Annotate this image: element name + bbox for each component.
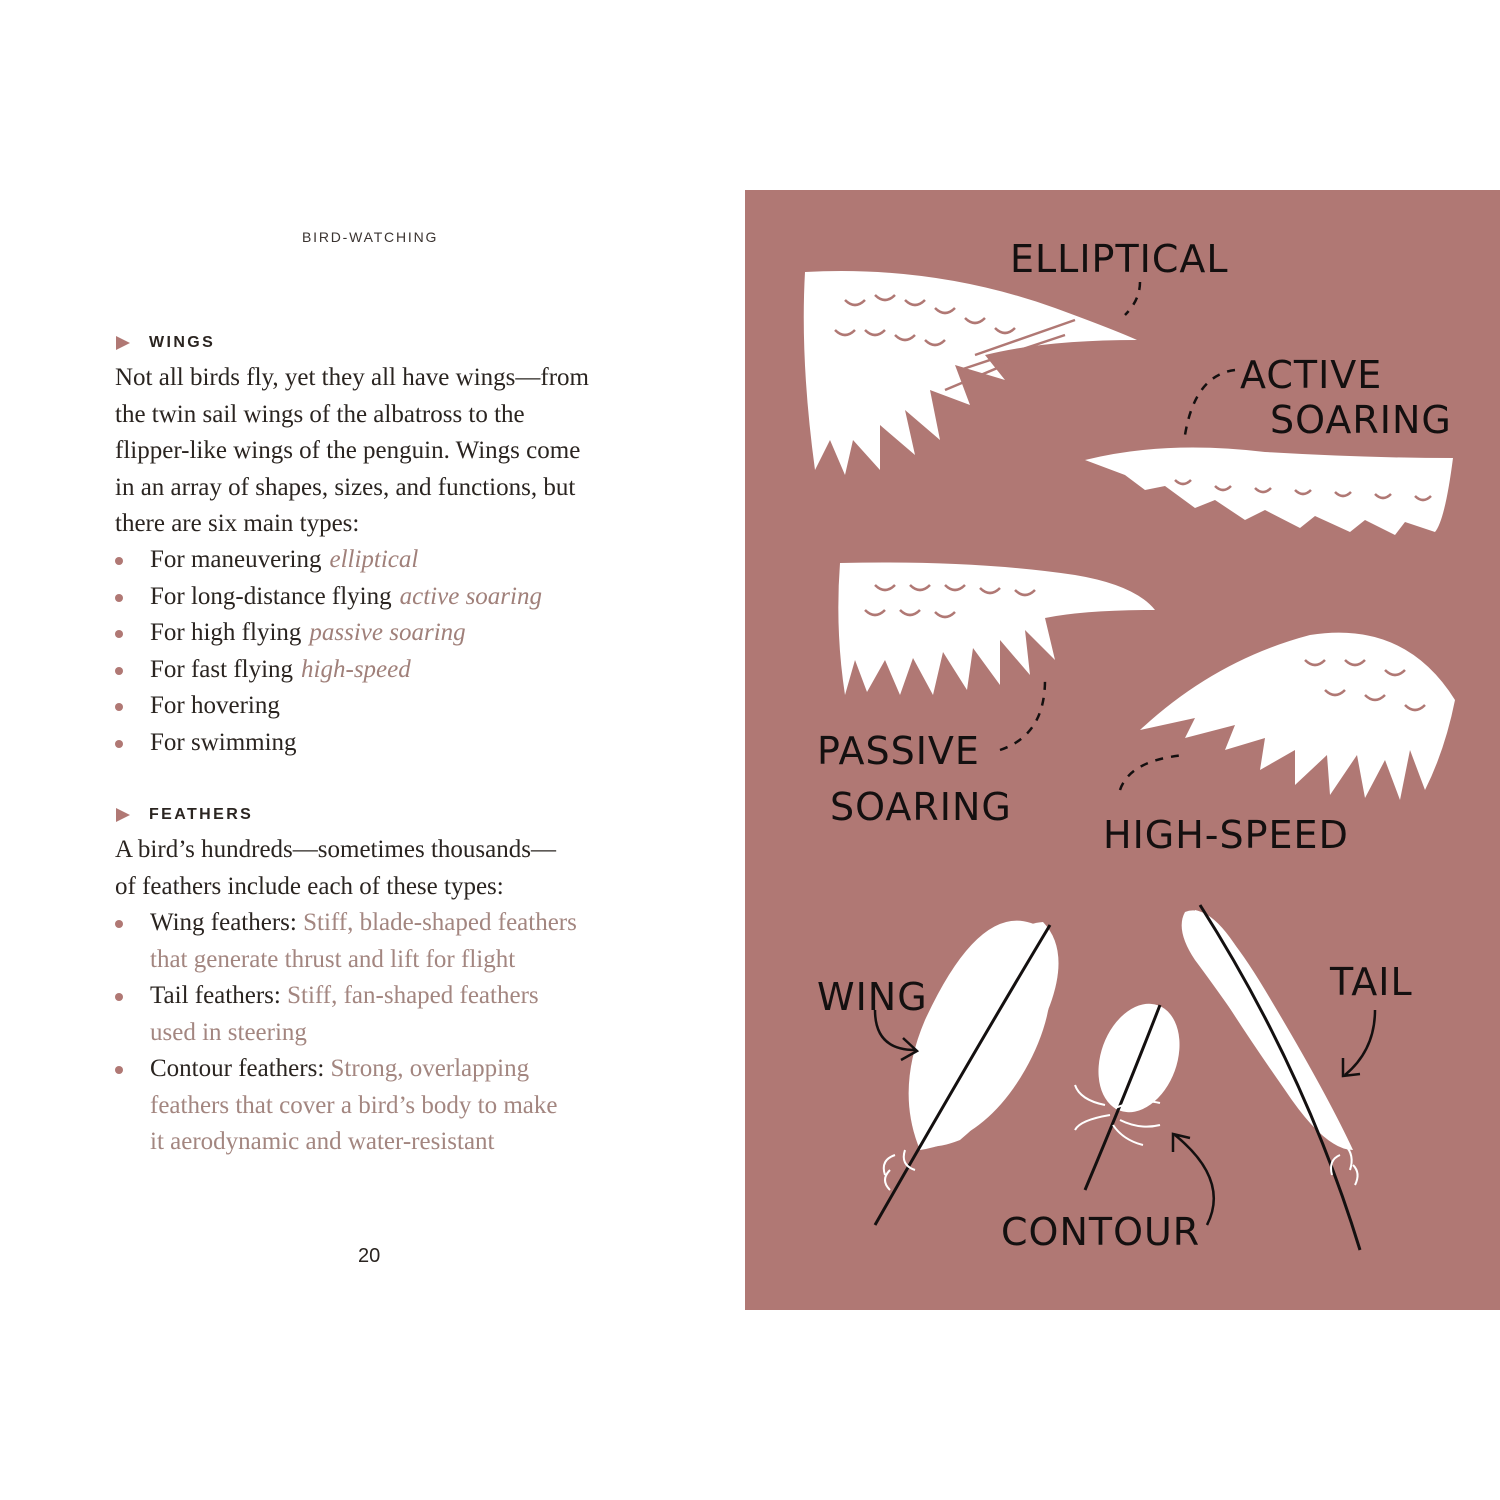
item-desc: used in steering <box>150 1018 307 1046</box>
bullet-icon <box>115 920 123 928</box>
item-desc: it aerodynamic and water-resistant <box>150 1128 495 1155</box>
wings-heading-text: WINGS <box>149 334 216 351</box>
bullet-icon <box>115 630 123 638</box>
wings-intro-line: the twin sail wings of the albatross to the <box>115 400 525 428</box>
list-item <box>115 725 675 762</box>
item-desc: Stiff, fan-shaped feathers <box>287 982 539 1009</box>
item-label: For long-distance flying <box>150 582 392 610</box>
list-item: Wing feathers: Stiff, blade-shaped feathers that generate thrust and lift for flight <box>115 905 675 978</box>
feathers-intro-line: A bird’s hundreds—sometimes thousands— <box>115 836 556 863</box>
list-item <box>115 615 675 652</box>
bullet-icon <box>115 1066 123 1074</box>
label-contour: CONTOUR <box>1001 1210 1201 1254</box>
item-note: elliptical <box>329 546 419 573</box>
wings-intro <box>115 360 675 543</box>
passive-soaring-wing-icon <box>838 563 1155 696</box>
label-wing: WING <box>817 975 928 1019</box>
passive-soaring-leader <box>1000 680 1045 750</box>
item-term: Wing feathers <box>150 909 290 936</box>
item-note: passive soaring <box>309 619 466 646</box>
list-item: Tail feathers: Stiff, fan-shaped feathers used in steering <box>115 978 675 1051</box>
bullet-icon <box>115 993 123 1001</box>
high-speed-wing-icon <box>1140 633 1455 800</box>
label-active-line2: SOARING <box>1270 398 1452 442</box>
item-label: For maneuvering <box>150 546 322 573</box>
item-label: For fast flying <box>150 655 294 683</box>
label-passive-line1: PASSIVE <box>817 729 980 773</box>
running-head: BIRD-WATCHING <box>302 229 439 245</box>
item-desc: Strong, overlapping <box>330 1055 530 1082</box>
wings-heading <box>116 334 215 352</box>
feathers-intro-line: of feathers include each of these types: <box>115 872 504 900</box>
wings-intro-line: in an array of shapes, sizes, and functions, but <box>115 473 576 501</box>
triangle-bullet-icon <box>116 336 130 350</box>
item-desc: Stiff, blade-shaped feathers <box>303 909 577 936</box>
bullet-icon <box>115 703 123 711</box>
active-soaring-leader <box>1185 370 1235 435</box>
item-label: For high flying <box>150 619 302 646</box>
wings-intro-line: there are six main types: <box>115 510 360 537</box>
item-desc: that generate thrust and lift for flight <box>150 945 516 973</box>
label-tail: TAIL <box>1330 960 1413 1004</box>
item-note: high-speed <box>301 655 411 683</box>
list-item <box>115 542 675 579</box>
item-term: Tail feathers <box>150 982 274 1009</box>
bullet-icon <box>115 594 123 602</box>
list-item <box>115 579 675 616</box>
list-item: Contour feathers: Strong, overlapping feathers that cover a bird’s body to make it aerodynamic and water-resistant <box>115 1051 675 1161</box>
feathers-intro <box>115 832 675 905</box>
triangle-bullet-icon <box>116 808 130 822</box>
illustration-panel <box>745 190 1500 1310</box>
feather-types-list <box>115 905 675 1161</box>
item-label: For hovering <box>150 692 280 719</box>
label-high-speed: HIGH-SPEED <box>1103 813 1349 857</box>
elliptical-leader <box>1125 282 1140 315</box>
wing-types-list <box>115 542 675 761</box>
label-elliptical: ELLIPTICAL <box>1010 237 1229 281</box>
tail-arrow-icon <box>1343 1010 1375 1076</box>
wings-intro-line: flipper-like wings of the penguin. Wings come <box>115 437 581 464</box>
item-desc: feathers that cover a bird’s body to make <box>150 1091 558 1119</box>
bullet-icon <box>115 667 123 675</box>
elliptical-wing-icon <box>804 271 1137 475</box>
item-note: active soaring <box>399 582 542 610</box>
list-item <box>115 688 675 725</box>
bullet-icon <box>115 557 123 565</box>
feathers-heading-text: FEATHERS <box>149 806 254 823</box>
bullet-icon <box>115 740 123 748</box>
wings-intro-line: Not all birds fly, yet they all have wings—from <box>115 364 589 391</box>
page-number: 20 <box>358 1245 381 1267</box>
list-item <box>115 652 675 689</box>
high-speed-leader <box>1120 755 1185 790</box>
item-term: Contour feathers <box>150 1055 318 1082</box>
feathers-heading <box>116 806 253 824</box>
item-label: For swimming <box>150 728 297 756</box>
label-active-line1: ACTIVE <box>1240 353 1383 397</box>
label-passive-line2: SOARING <box>830 785 1012 829</box>
wing-types-illustration <box>745 190 1500 1310</box>
